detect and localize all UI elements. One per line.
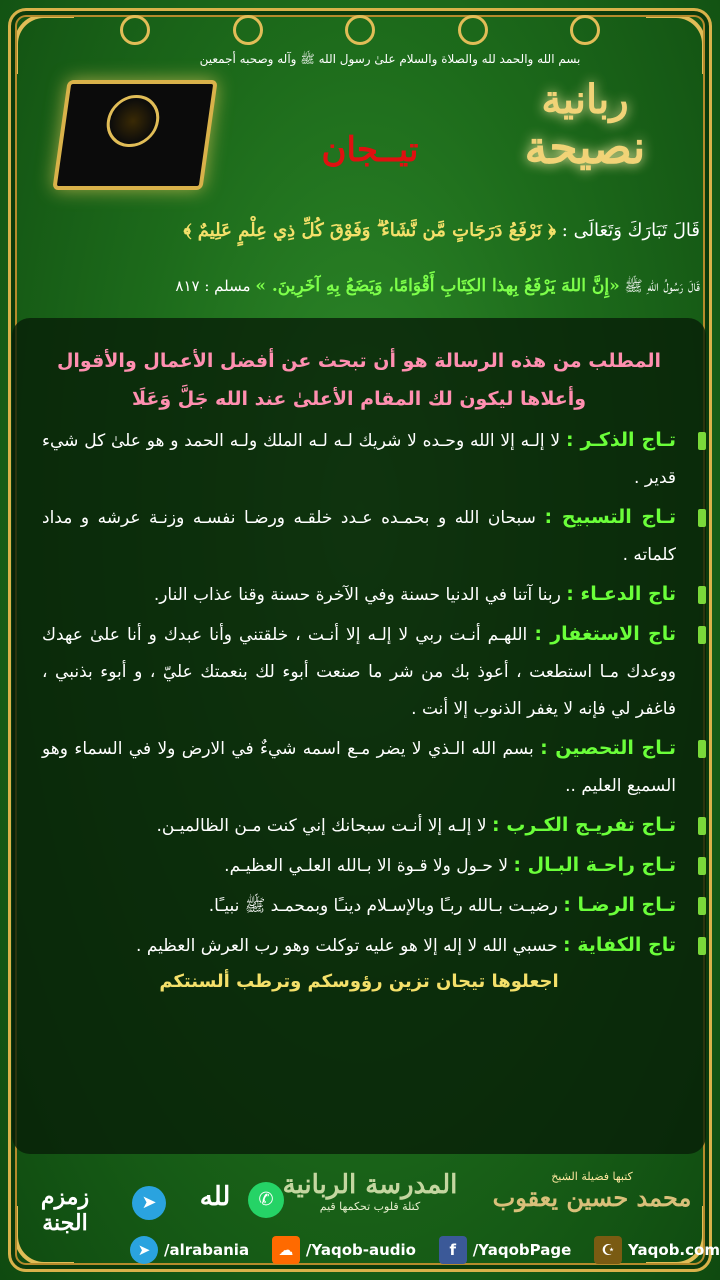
crown-name: تـاج الذكـر : xyxy=(565,429,677,451)
social-link-soundcloud[interactable] xyxy=(272,1236,416,1264)
sheikh-name: محمد حسين يعقوب xyxy=(492,1183,692,1212)
crown-item-tasbih xyxy=(42,499,676,574)
crown-name: تـاج تفريـج الكـرب : xyxy=(492,814,676,836)
crown-text: لا حـول ولا قـوة الا بـالله العلـي العظيـم. xyxy=(224,856,509,876)
lillah-logo: لله xyxy=(199,1182,231,1212)
crown-name: تاج الكفاية : xyxy=(563,934,676,956)
hadith-text: «إِنَّ اللهَ يَرْفَعُ بِهذا الكِتَابِ أَقْوَامًا، وَيَضَعُ بِهِ آخَرِينَ. » xyxy=(255,276,620,296)
page-title: تيــجان xyxy=(321,130,419,170)
crown-text: سبحان الله و بحمـده عـدد خلقـه ورضـا نفسـه وزنـة عرشه و مداد كلماته . xyxy=(42,508,676,565)
web-icon: ☪ xyxy=(594,1236,622,1264)
closing-line: اجعلوها تيجان تزين رؤوسكم وترطب ألسنتكم xyxy=(159,971,559,992)
crown-text: لا إلـه إلا أنـت سبحانك إني كنت مـن الظالميـن. xyxy=(156,816,487,836)
social-link-telegram[interactable] xyxy=(130,1236,249,1264)
crown-text: ربنا آتنا في الدنيا حسنة وفي الآخرة حسنة وقنا عذاب النار. xyxy=(153,585,561,605)
school-name: المدرسة الربانية xyxy=(282,1170,458,1200)
crown-text: رضيـت بـالله ربـًا وبالإسـلام دينـًا وبمحمـد ﷺ نبيـًا. xyxy=(208,896,558,916)
quran-intro: قَالَ تَبَارَكَ وَتَعَالَى : xyxy=(561,220,700,241)
ornament-corner-top-left xyxy=(14,14,74,74)
crown-item-tafrij xyxy=(42,807,676,845)
telegram-icon: ➤ xyxy=(130,1236,158,1264)
zamzam-logo: زمزم الجنة xyxy=(40,1184,90,1236)
telegram-icon[interactable]: ➤ xyxy=(132,1186,166,1220)
quran-verse-text: ﴿ نَرْفَعُ دَرَجَاتٍ مَّن نَّشَاءُ ۗ وَفَوْقَ كُلِّ ذِي عِلْمٍ عَلِيمٌ ﴾ xyxy=(183,220,557,241)
social-links xyxy=(130,1230,720,1270)
social-label: /alrabania xyxy=(164,1241,250,1259)
footer xyxy=(20,1160,720,1270)
social-label: /YaqobPage xyxy=(472,1241,572,1259)
crown-name: تاج الاستغفار : xyxy=(534,623,677,645)
sheikh-signature xyxy=(492,1170,692,1212)
crown-name: تـاج الرضـا : xyxy=(563,894,676,916)
crown-text: بسم الله الـذي لا يضر مـع اسمه شيءٌ في الارض ولا في السماء وهو السميع العليم .. xyxy=(42,739,676,796)
crown-item-dhikr xyxy=(42,422,676,497)
crown-item-dua xyxy=(42,576,676,614)
hadith-intro: قَالَ رَسُولُ اللهِ ﷺ xyxy=(624,277,700,295)
crown-name: تـاج التحصين : xyxy=(540,737,676,759)
crown-item-rida xyxy=(42,887,676,925)
quran-book-icon xyxy=(41,70,229,200)
hadith xyxy=(20,276,700,299)
social-link-web[interactable] xyxy=(594,1236,720,1264)
intro xyxy=(42,342,676,418)
crown-item-raha xyxy=(42,847,676,885)
facebook-icon: f xyxy=(439,1236,467,1264)
social-label: /Yaqob-audio xyxy=(305,1241,416,1259)
intro-line-2: وأعلاها ليكون لك المقام الأعلىٰ عند الله جَلَّ وَعَلَا xyxy=(131,388,587,410)
crown-text: اللهـم أنـت ربي لا إلـه إلا أنـت ، خلقتني وأنا عبدك و أنا علىٰ عهدك ووعدك مـا استطعت ، أعوذ بك من شر ما صنعت أبوء لك بنعمتك عليّ ، و أبوء بذنبي ، فاغفر لي فإنه لا يغفر الذنوب إلا أنت . xyxy=(42,625,676,719)
crown-text: حسبي الله لا إله إلا هو عليه توكلت وهو رب العرش العظيم . xyxy=(136,936,558,956)
content-panel xyxy=(12,318,706,1154)
quran-verse xyxy=(20,220,700,241)
soundcloud-icon: ☁ xyxy=(272,1236,300,1264)
basmala: بسم الله والحمد لله والصلاة والسلام علىٰ رسول الله ﷺ وآله وصحبه أجمعين xyxy=(199,52,581,66)
crown-item-istighfar xyxy=(42,616,676,728)
social-label: Yaqob.com xyxy=(628,1241,720,1259)
school-slogan: كتلة قلوب تحكمها قيم xyxy=(319,1200,421,1213)
school-logo xyxy=(270,1170,470,1213)
top-ornament xyxy=(120,10,600,50)
crown-name: تـاج راحـة البـال : xyxy=(513,854,676,876)
calligraphy-line-1: ربانية xyxy=(541,76,629,123)
crown-name: تـاج التسبيح : xyxy=(544,506,676,528)
intro-line-1: المطلب من هذه الرسالة هو أن تبحث عن أفضل الأعمال والأقوال xyxy=(56,350,662,372)
sheikh-caption: كتبها فضيلة الشيخ xyxy=(551,1170,633,1183)
whatsapp-icon[interactable]: ✆ xyxy=(248,1182,284,1218)
crown-item-kifaya xyxy=(42,927,676,965)
calligraphy-line-2: نصيحة xyxy=(524,120,646,174)
crown-item-tahseen xyxy=(42,730,676,805)
crown-name: تاج الدعـاء : xyxy=(566,583,676,605)
nasiha-rabbaniya-logo xyxy=(490,76,680,200)
crown-text: لا إلـه إلا الله وحـده لا شريك لـه لـه الملك ولـه الحمد و هو علىٰ كل شيء قدير . xyxy=(42,431,676,488)
hadith-source: مسلم : ٨١٧ xyxy=(175,277,251,295)
social-link-facebook[interactable] xyxy=(439,1236,572,1264)
